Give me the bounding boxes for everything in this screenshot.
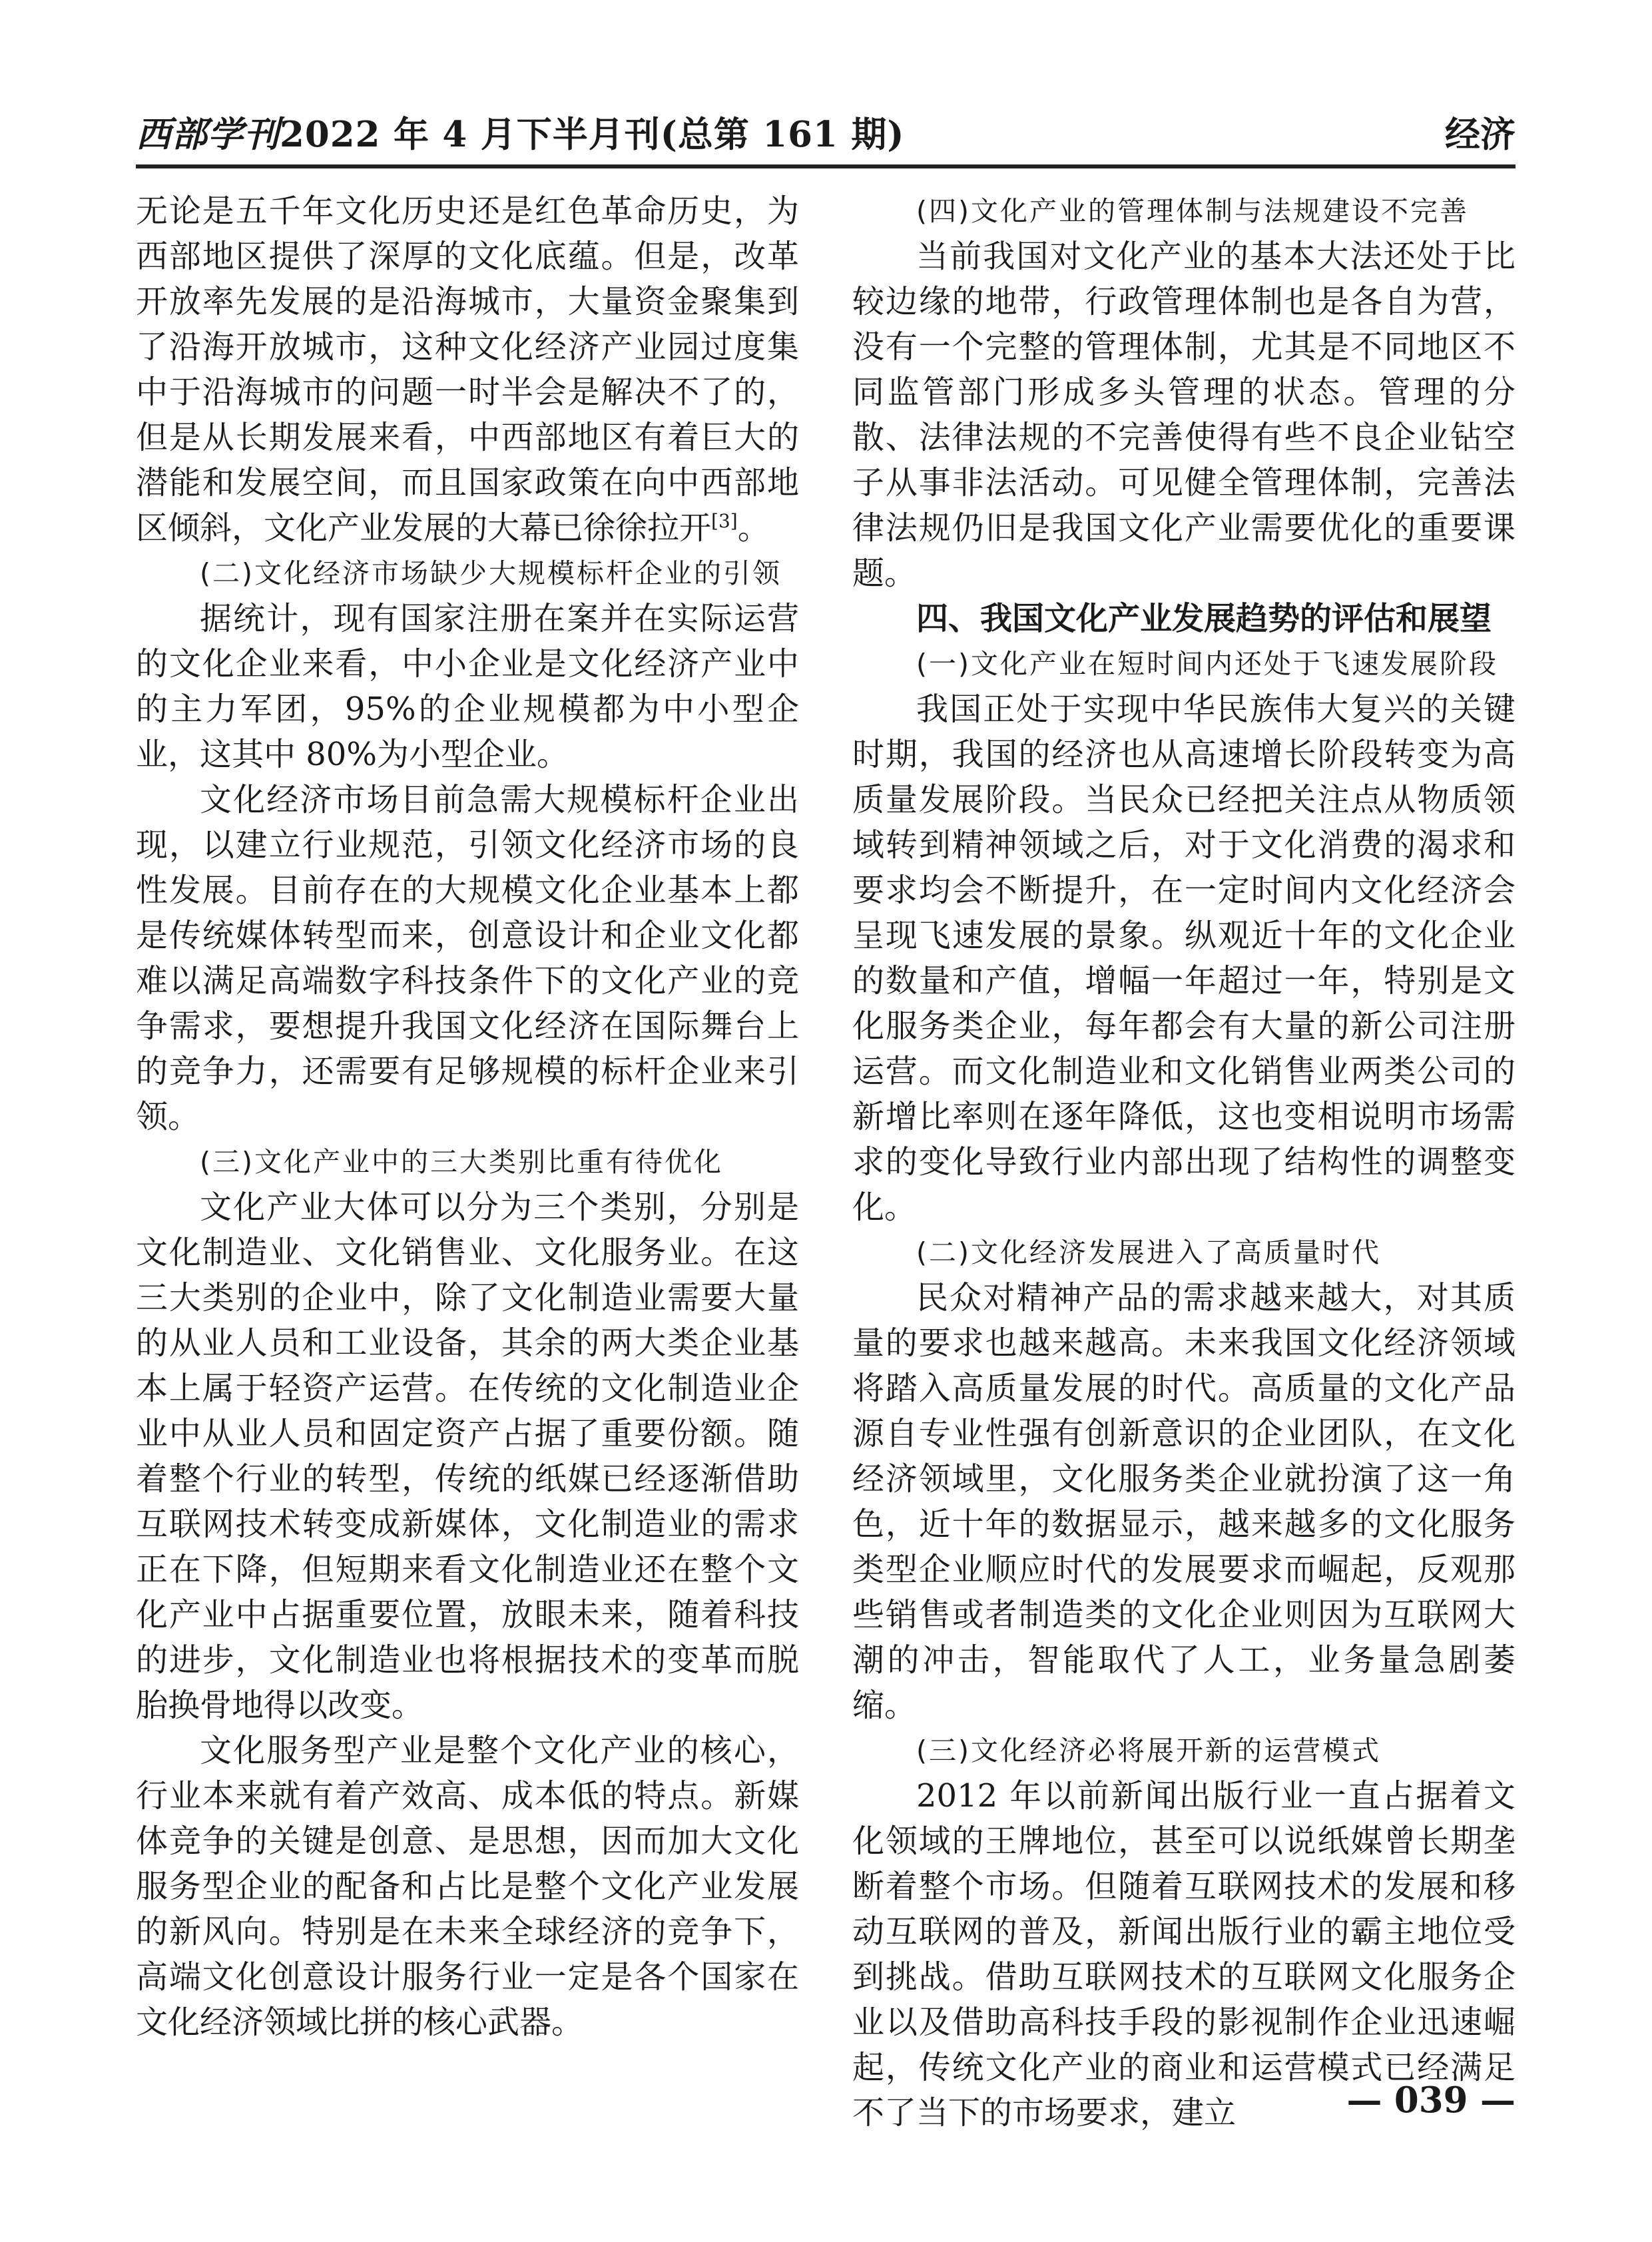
- paragraph: 我国正处于实现中华民族伟大复兴的关键时期，我国的经济也从高速增长阶段转变为高质量发展阶段。当民众已经把关注点从物质领域转到精神领域之后，对于文化消费的渴求和要求均会不断提升，在一定时间内文化经济会呈现飞速发展的景象。纵观近十年的文化企业的数量和产值，增幅一年超过一年，特别是文化服务类企业，每年都会有大量的新公司注册运营。而文化制造业和文化销售业两类公司的新增比率则在逐年降低，这也变相说明市场需求的变化导致行业内部出现了结构性的调整变化。: [852, 691, 1515, 1226]
- subsection-heading: (三)文化产业中的三大类别比重有待优化: [200, 1146, 723, 1178]
- paragraph: 文化服务型产业是整个文化产业的核心，行业本来就有着产效高、成本低的特点。新媒体竞争的关键是创意、是思想，因而加大文化服务型企业的配备和占比是整个文化产业发展的新风向。特别是在未来全球经济的竞争下，高端文化创意设计服务行业一定是各个国家在文化经济领域比拼的核心武器。: [136, 1732, 799, 2041]
- page-header: [136, 112, 1515, 157]
- paragraph: 文化经济市场目前急需大规模标杆企业出现，以建立行业规范，引领文化经济市场的良性发展。目前存在的大规模文化企业基本上都是传统媒体转型而来，创意设计和企业文化都难以满足高端数字科技条件下的文化产业的竞争需求，要想提升我国文化经济在国际舞台上的竞争力，还需要有足够规模的标杆企业来引领。: [136, 781, 799, 1135]
- subsection-heading: (四)文化产业的管理体制与法规建设不完善: [916, 195, 1469, 227]
- paragraph-end: 。: [737, 509, 770, 547]
- paragraph: 2012 年以前新闻出版行业一直占据着文化领域的王牌地位，甚至可以说纸媒曾长期垄断着整个市场。但随着互联网技术的发展和移动互联网的普及，新闻出版行业的霸主地位受到挑战。借助互联网技术的互联网文化服务企业以及借助高科技手段的影视制作企业迅速崛起，传统文化产业的商业和运营模式已经满足不了当下的市场要求，建立: [852, 1777, 1515, 2131]
- subsection-heading: (二)文化经济市场缺少大规模标杆企业的引领: [200, 557, 782, 589]
- left-column: [136, 188, 799, 2045]
- right-column: [852, 188, 1515, 2135]
- section-label: 经济: [1445, 114, 1515, 155]
- paragraph: 民众对精神产品的需求越来越大，对其质量的要求也越来越高。未来我国文化经济领域将踏入高质量发展的时代。高质量的文化产品源自专业性强有创新意识的企业团队，在文化经济领域里，文化服务类企业就扮演了这一角色，近十年的数据显示，越来越多的文化服务类型企业顺应时代的发展要求而崛起，反观那些销售或者制造类的文化企业则因为互联网大潮的冲击，智能取代了人工，业务量急剧萎缩。: [852, 1279, 1515, 1724]
- subsection-heading: (一)文化产业在短时间内还处于飞速发展阶段: [916, 648, 1498, 680]
- header-rule: [136, 164, 1515, 168]
- paragraph-text: 无论是五千年文化历史还是红色革命历史，为西部地区提供了深厚的文化底蕴。但是，改革开放率先发展的是沿海城市，大量资金聚集到了沿海开放城市，这种文化经济产业园过度集中于沿海城市的问题一时半会是解决不了的，但是从长期发展来看，中西部地区有着巨大的潜能和发展空间，而且国家政策在向中西部地区倾斜，文化产业发展的大幕已徐徐拉开: [136, 192, 799, 547]
- paragraph: 据统计，现有国家注册在案并在实际运营的文化企业来看，中小企业是文化经济产业中的主力军团，95%的企业规模都为中小型企业，这其中 80%为小型企业。: [136, 600, 799, 773]
- journal-name: 西部学刊: [136, 114, 280, 155]
- masthead: [136, 112, 904, 157]
- paragraph: 当前我国对文化产业的基本大法还处于比较边缘的地带，行政管理体制也是各自为营，没有一个完整的管理体制，尤其是不同地区不同监管部门形成多头管理的状态。管理的分散、法律法规的不完善使得有些不良企业钻空子从事非法活动。可见健全管理体制，完善法律法规仍旧是我国文化产业需要优化的重要课题。: [852, 238, 1515, 592]
- page-number: — 039 —: [1346, 2080, 1515, 2121]
- section-heading: 四、我国文化产业发展趋势的评估和展望: [916, 600, 1492, 637]
- issue-info: 2022 年 4 月下半月刊(总第 161 期): [280, 114, 905, 155]
- paragraph: [136, 188, 799, 551]
- subsection-heading: (三)文化经济必将展开新的运营模式: [916, 1735, 1381, 1767]
- citation-ref: [3]: [711, 510, 738, 532]
- subsection-heading: (二)文化经济发展进入了高质量时代: [916, 1237, 1381, 1268]
- paragraph: 文化产业大体可以分为三个类别，分别是文化制造业、文化销售业、文化服务业。在这三大类别的企业中，除了文化制造业需要大量的从业人员和工业设备，其余的两大类企业基本上属于轻资产运营。在传统的文化制造业企业中从业人员和固定资产占据了重要份额。随着整个行业的转型，传统的纸媒已经逐渐借助互联网技术转变成新媒体，文化制造业的需求正在下降，但短期来看文化制造业还在整个文化产业中占据重要位置，放眼未来，随着科技的进步，文化制造业也将根据技术的变革而脱胎换骨地得以改变。: [136, 1189, 799, 1724]
